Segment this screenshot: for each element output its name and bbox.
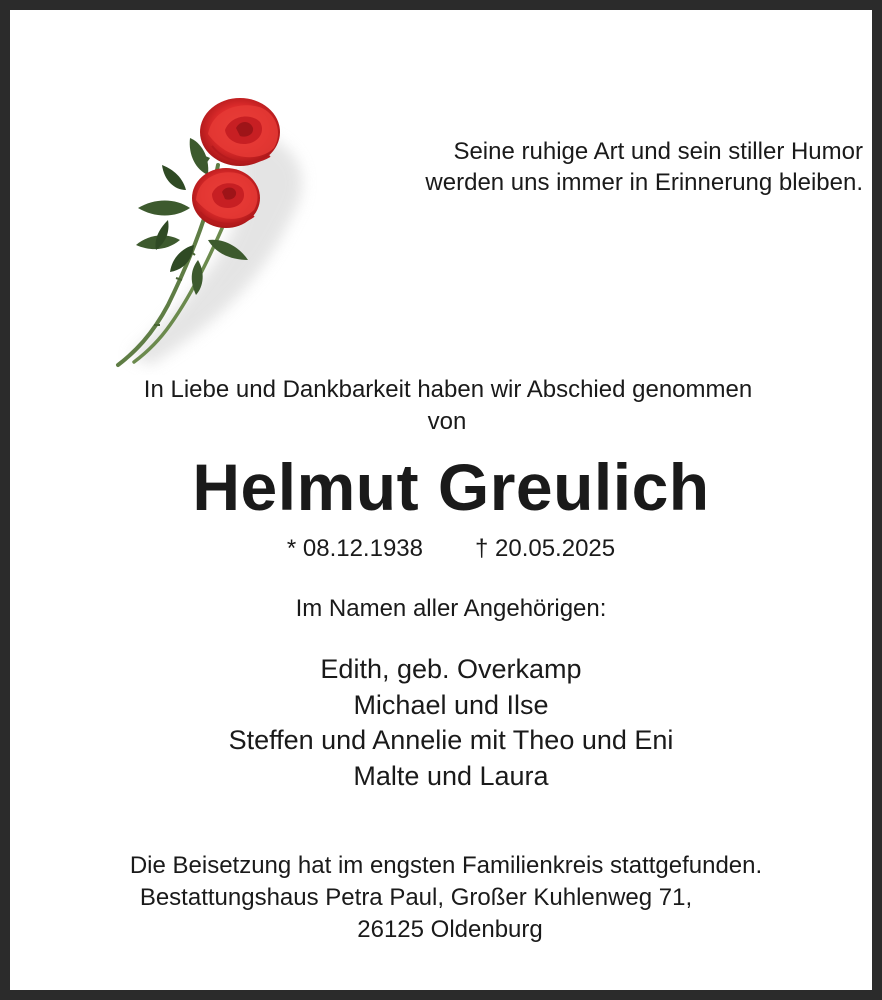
funeral-home-city: 26125 Oldenburg [357,916,543,943]
memorial-quote [340,136,863,198]
intro-line-1: In Liebe und Dankbarkeit haben wir Abschied genommen [143,376,753,403]
family-member: Edith, geb. Overkamp [320,654,582,684]
notice-line-1: Die Beisetzung hat im engsten Familienkreis stattgefunden. [129,852,763,879]
quote-line-2: werden uns immer in Erinnerung bleiben. [425,169,863,196]
farewell-intro [10,374,882,438]
deceased-name: Helmut Greulich [192,450,710,524]
funeral-home-address: Bestattungshaus Petra Paul, Großer Kuhlenweg 71, [139,884,693,911]
intro-line-2: von [427,408,467,435]
death-date: † 20.05.2025 [474,535,616,562]
burial-notice [10,850,882,946]
family-heading: Im Namen aller Angehörigen: [295,595,607,622]
family-member: Steffen und Annelie mit Theo und Eni [228,725,674,755]
family-member: Malte und Laura [353,760,549,791]
family-list [10,652,882,794]
family-member: Michael und Ilse [353,689,549,720]
red-roses-icon [90,90,330,375]
life-dates [10,533,882,565]
birth-date: * 08.12.1938 [286,535,423,562]
quote-line-1: Seine ruhige Art und sein stiller Humor [453,138,863,165]
